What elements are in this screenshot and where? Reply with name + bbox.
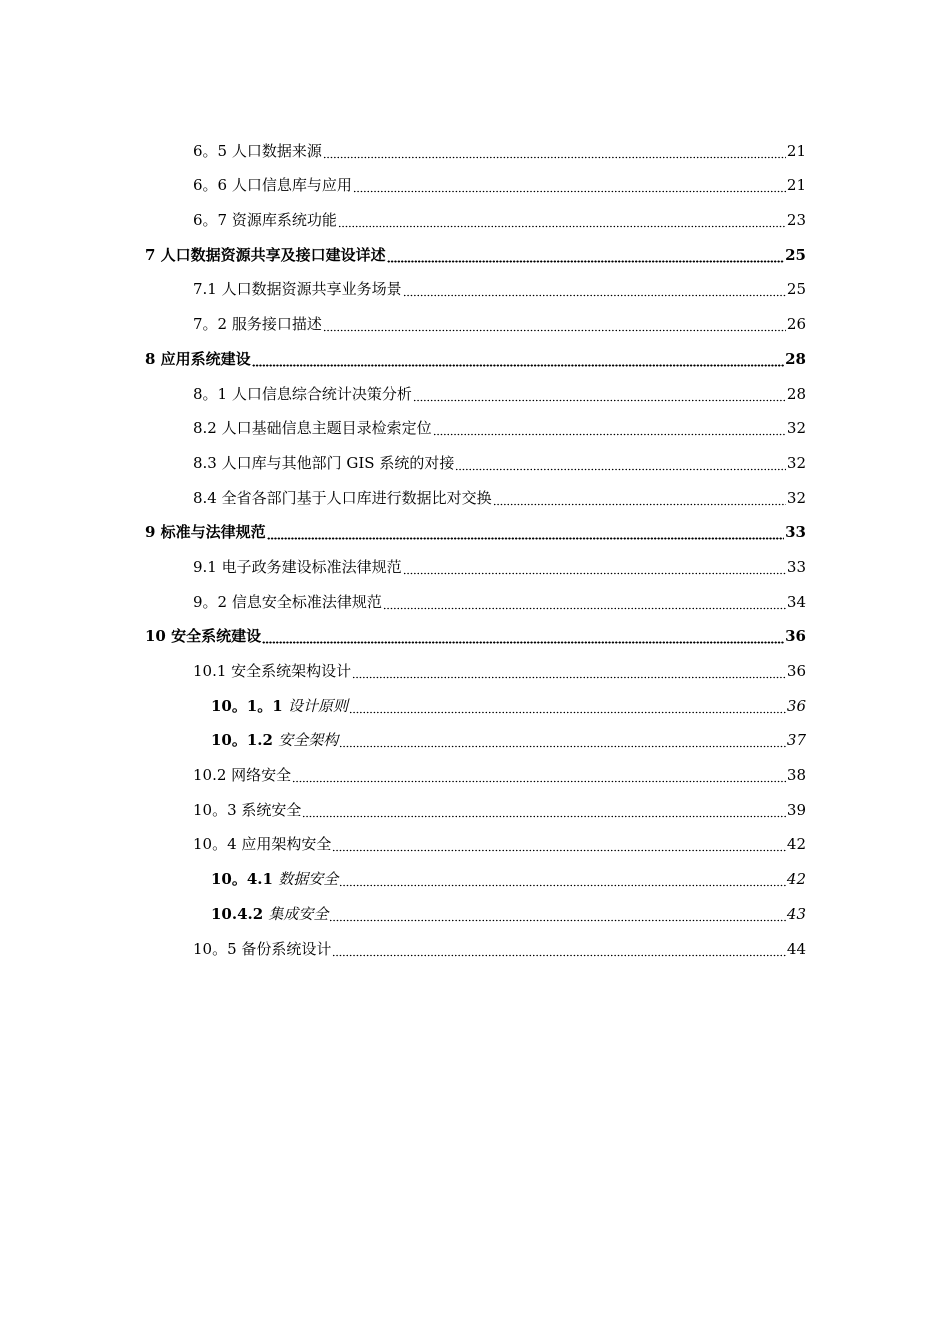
toc-entry-title: 人口基础信息主题目录检索定位 [221, 419, 432, 438]
toc-dot-leader [323, 141, 786, 161]
toc-dot-leader [387, 245, 784, 265]
toc-entry-number: 10。1.2 [211, 731, 279, 750]
toc-entry[interactable] [0, 785, 950, 820]
toc-dot-leader [339, 869, 786, 889]
toc-entry-title: 安全系统建设 [171, 627, 262, 646]
toc-entry-page-number: 26 [786, 315, 806, 334]
toc-entry-page-number: 36 [786, 662, 806, 680]
toc-entry[interactable] [0, 473, 950, 508]
toc-entry-page-number: 42 [786, 835, 806, 854]
toc-dot-leader [339, 730, 786, 750]
toc-entry-number: 6。7 [193, 211, 232, 230]
toc-entry-title: 标准与法律规范 [160, 523, 266, 542]
toc-entry-title: 安全系统架构设计 [231, 662, 352, 680]
toc-entry-title: 人口库与其他部门 GIS 系统的对接 [221, 453, 455, 472]
toc-entry-number: 8。1 [193, 384, 232, 403]
toc-entry-title: 集成安全 [268, 904, 329, 923]
toc-entry[interactable] [0, 195, 950, 230]
toc-entry-title: 网络安全 [231, 766, 292, 785]
toc-entry[interactable] [0, 542, 950, 577]
toc-entry-number: 10.2 [193, 766, 232, 785]
toc-entry[interactable] [0, 404, 950, 439]
toc-dot-leader [413, 384, 786, 404]
toc-entry-title: 备份系统设计 [241, 939, 332, 958]
toc-entry-title: 人口数据来源 [231, 141, 322, 160]
toc-dot-leader [332, 834, 785, 854]
toc-dot-leader [267, 522, 784, 542]
toc-dot-leader [323, 314, 786, 334]
toc-entry-number: 9 [145, 523, 161, 542]
toc-entry-number: 8.3 [193, 453, 222, 472]
toc-dot-leader [292, 765, 786, 785]
toc-entry-page-number: 21 [786, 176, 806, 195]
toc-entry-page-number: 36 [785, 627, 806, 646]
toc-dot-leader [352, 661, 786, 681]
toc-entry[interactable] [0, 265, 950, 300]
toc-entry[interactable] [0, 820, 950, 855]
toc-entry-number: 10.1 [193, 662, 232, 680]
toc-entry-title: 系统安全 [241, 800, 302, 819]
toc-entry-page-number: 39 [786, 800, 806, 819]
toc-dot-leader [262, 626, 784, 646]
toc-dot-leader [403, 557, 786, 577]
toc-entry[interactable] [0, 334, 950, 369]
toc-entry[interactable] [0, 161, 950, 196]
toc-entry-number: 10。1。1 [211, 696, 288, 715]
toc-entry-page-number: 37 [786, 731, 806, 750]
toc-dot-leader [332, 939, 785, 959]
toc-entry-title: 信息安全标准法律规范 [231, 592, 382, 611]
toc-entry-page-number: 36 [786, 696, 806, 715]
toc-entry-number: 10。4.1 [211, 870, 279, 889]
toc-entry[interactable] [0, 612, 950, 647]
toc-dot-leader [338, 210, 786, 230]
table-of-contents [0, 126, 950, 959]
toc-entry[interactable] [0, 126, 950, 161]
toc-entry-page-number: 34 [786, 592, 806, 611]
toc-entry[interactable] [0, 750, 950, 785]
toc-entry-page-number: 38 [786, 766, 806, 785]
toc-entry[interactable] [0, 646, 950, 681]
toc-entry[interactable] [0, 681, 950, 716]
toc-entry-page-number: 21 [786, 141, 806, 160]
toc-entry-number: 6。5 [193, 141, 232, 160]
toc-entry-title: 应用架构安全 [241, 835, 332, 854]
toc-entry-number: 8.2 [193, 419, 222, 438]
toc-entry[interactable] [0, 508, 950, 543]
toc-entry-number: 9。2 [193, 592, 232, 611]
toc-entry[interactable] [0, 577, 950, 612]
toc-entry-number: 7。2 [193, 315, 232, 334]
toc-dot-leader [252, 349, 784, 369]
toc-entry-title: 设计原则 [287, 696, 348, 715]
toc-dot-leader [302, 800, 785, 820]
toc-dot-leader [329, 904, 785, 924]
toc-entry-page-number: 25 [786, 280, 806, 299]
toc-entry-title: 资源库系统功能 [231, 211, 337, 230]
toc-entry-title: 人口数据资源共享业务场景 [221, 280, 402, 299]
toc-entry-page-number: 42 [786, 870, 806, 889]
toc-entry-page-number: 32 [786, 419, 806, 438]
toc-dot-leader [493, 488, 786, 508]
toc-entry-title: 数据安全 [278, 870, 339, 889]
toc-entry-number: 10.4.2 [211, 904, 269, 923]
toc-entry-page-number: 23 [786, 211, 806, 230]
toc-entry-title: 人口信息库与应用 [231, 176, 352, 195]
toc-entry[interactable] [0, 889, 950, 924]
toc-entry-number: 7 [145, 245, 161, 264]
toc-entry-page-number: 32 [786, 453, 806, 472]
toc-entry-title: 电子政务建设标准法律规范 [221, 557, 402, 576]
toc-dot-leader [455, 453, 786, 473]
toc-dot-leader [383, 592, 786, 612]
toc-entry-page-number: 32 [786, 488, 806, 507]
toc-dot-leader [403, 279, 786, 299]
toc-entry-title: 人口信息综合统计决策分析 [231, 384, 412, 403]
toc-dot-leader [433, 418, 786, 438]
toc-entry-page-number: 33 [785, 523, 806, 542]
toc-entry-title: 应用系统建设 [160, 349, 251, 368]
toc-entry-number: 8 [145, 349, 161, 368]
toc-entry[interactable] [0, 924, 950, 959]
toc-entry[interactable] [0, 369, 950, 404]
toc-entry-number: 6。6 [193, 176, 232, 195]
toc-entry-number: 9.1 [193, 557, 222, 576]
toc-entry-page-number: 33 [786, 557, 806, 576]
toc-entry-number: 10。5 [193, 939, 242, 958]
toc-entry-title: 人口数据资源共享及接口建设详述 [160, 245, 386, 264]
toc-entry-number: 10。4 [193, 835, 242, 854]
toc-entry-title: 全省各部门基于人口库进行数据比对交换 [221, 488, 492, 507]
toc-entry-number: 7.1 [193, 280, 222, 299]
toc-entry-page-number: 28 [786, 384, 806, 403]
toc-entry-title: 安全架构 [278, 731, 339, 750]
toc-entry-number: 10 [145, 627, 172, 646]
toc-entry[interactable] [0, 854, 950, 889]
toc-entry[interactable] [0, 299, 950, 334]
toc-dot-leader [353, 175, 786, 195]
toc-entry-page-number: 28 [785, 349, 806, 368]
toc-entry-page-number: 44 [786, 939, 806, 958]
toc-dot-leader [349, 696, 786, 716]
toc-entry-number: 8.4 [193, 488, 222, 507]
toc-entry[interactable] [0, 438, 950, 473]
toc-entry-page-number: 43 [786, 904, 806, 923]
toc-entry-number: 10。3 [193, 800, 242, 819]
toc-entry-page-number: 25 [785, 245, 806, 264]
toc-entry[interactable] [0, 230, 950, 265]
toc-entry[interactable] [0, 716, 950, 751]
toc-entry-title: 服务接口描述 [231, 315, 322, 334]
